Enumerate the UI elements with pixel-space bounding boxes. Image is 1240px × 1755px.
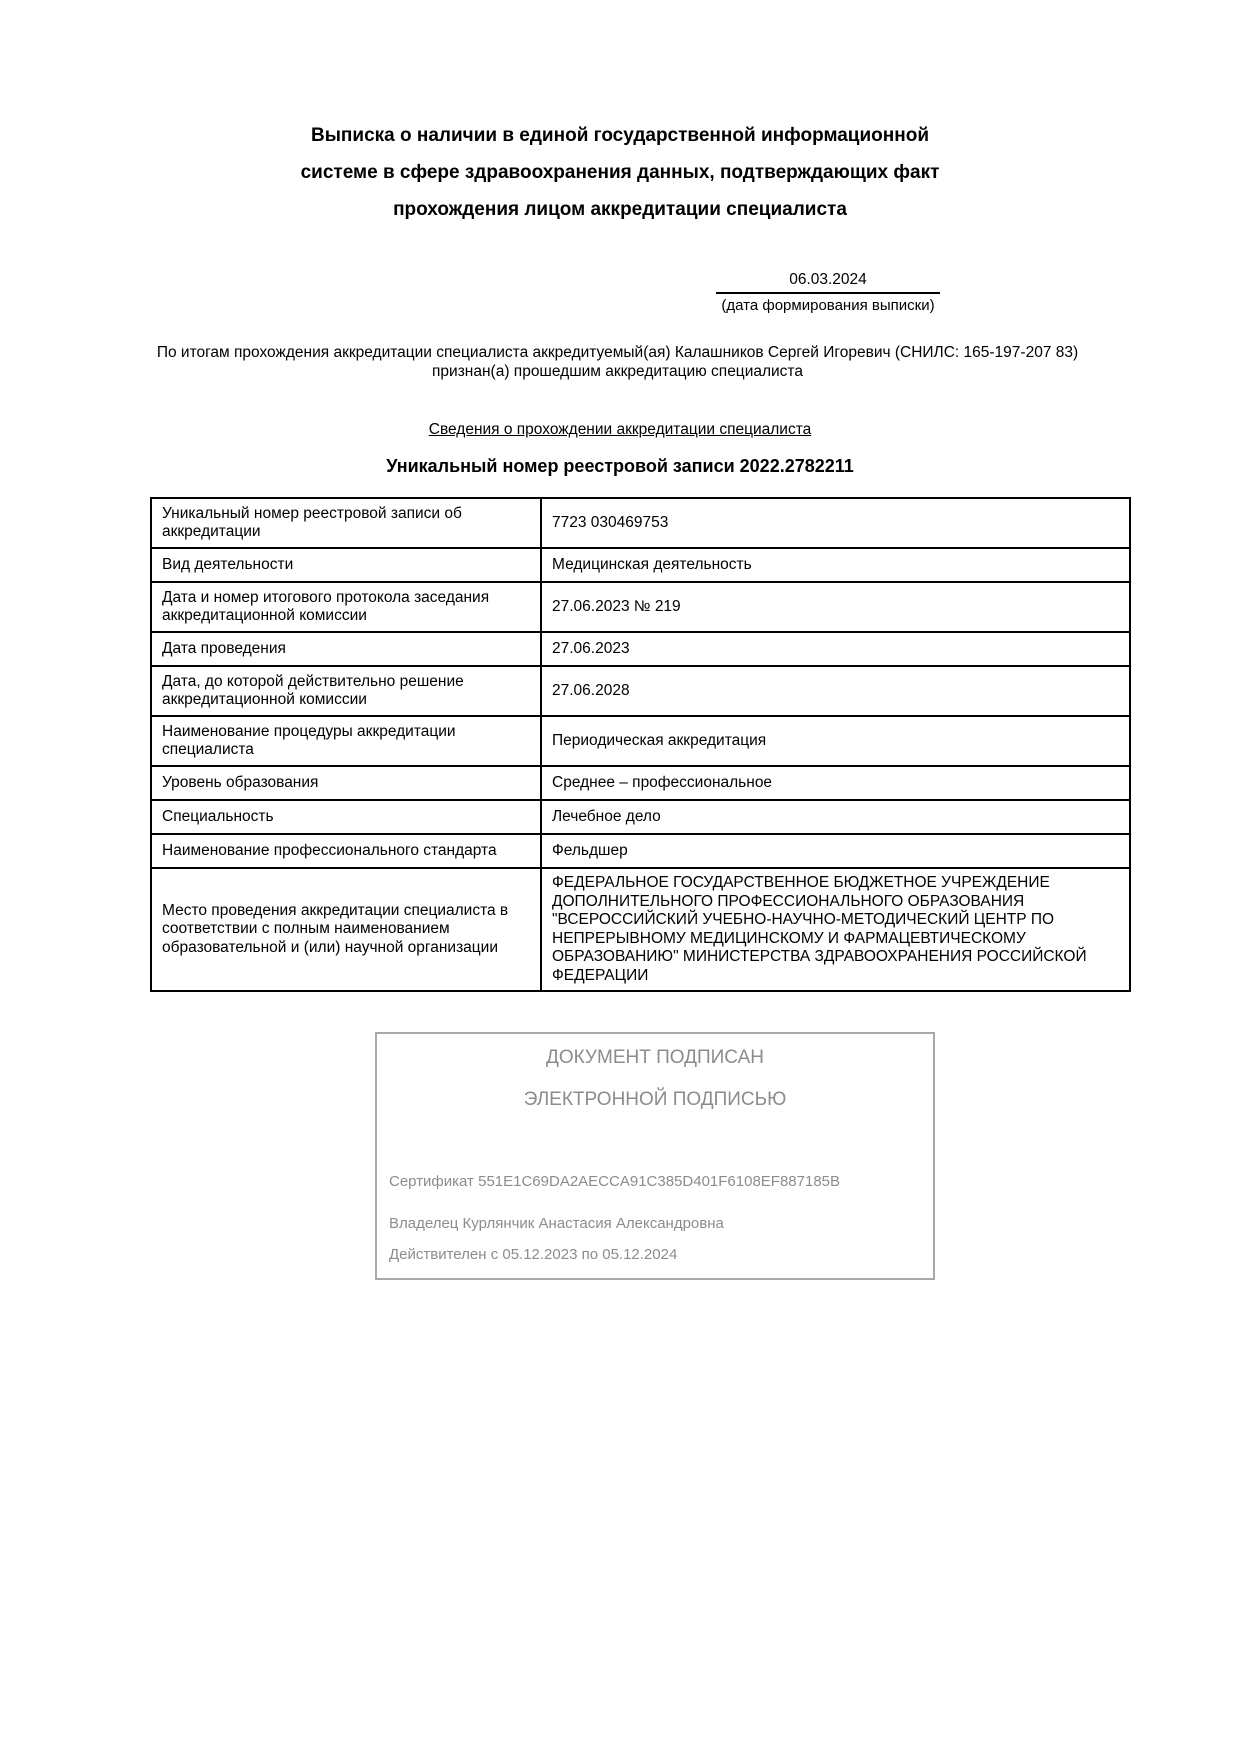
signature-certificate: Сертификат 551E1C69DA2AECCA91C385D401F6108EF887185B: [389, 1173, 841, 1190]
table-row: [151, 582, 1130, 632]
issue-date: 06.03.2024: [716, 271, 940, 294]
row-value: 27.06.2023: [541, 632, 1130, 666]
row-value: 27.06.2023 № 219: [541, 582, 1130, 632]
row-value: Лечебное дело: [541, 800, 1130, 834]
table-row: [151, 834, 1130, 868]
intro-paragraph: [150, 343, 1085, 381]
row-label: Дата проведения: [151, 632, 541, 666]
signature-validity: Действителен с 05.12.2023 по 05.12.2024: [389, 1246, 678, 1263]
table-row: [151, 868, 1130, 991]
issue-date-block: [716, 271, 940, 314]
section-heading: Сведения о прохождении аккредитации специалиста: [428, 421, 812, 438]
row-value: 7723 030469753: [541, 498, 1130, 548]
electronic-signature-stamp: [375, 1032, 935, 1280]
registry-number-heading: Уникальный номер реестровой записи 2022.2782211: [386, 456, 854, 476]
issue-date-caption: (дата формирования выписки): [721, 297, 935, 314]
row-value: Медицинская деятельность: [541, 548, 1130, 582]
table-row: [151, 666, 1130, 716]
signature-head-line-1: ДОКУМЕНТ ПОДПИСАН: [546, 1047, 764, 1068]
document-title-line-3: прохождения лицом аккредитации специалиста: [393, 199, 847, 220]
document-title-line-2: системе в сфере здравоохранения данных, подтверждающих факт: [300, 162, 940, 183]
table-row: [151, 716, 1130, 766]
signature-head-line-2: ЭЛЕКТРОННОЙ ПОДПИСЬЮ: [523, 1089, 787, 1110]
table-row: [151, 800, 1130, 834]
row-value: 27.06.2028: [541, 666, 1130, 716]
accreditation-table: [150, 497, 1131, 992]
row-label: Дата, до которой действительно решение аккредитационной комиссии: [151, 666, 541, 716]
document-title-line-1: Выписка о наличии в единой государственной информационной: [310, 125, 930, 146]
row-label: Вид деятельности: [151, 548, 541, 582]
row-label: Специальность: [151, 800, 541, 834]
row-value: Среднее – профессиональное: [541, 766, 1130, 800]
table-row: [151, 548, 1130, 582]
intro-line-2: признан(а) прошедшим аккредитацию специалиста: [432, 363, 803, 380]
row-label: Уровень образования: [151, 766, 541, 800]
row-value: Фельдшер: [541, 834, 1130, 868]
row-label: Наименование профессионального стандарта: [151, 834, 541, 868]
table-row: [151, 766, 1130, 800]
document-title: [0, 117, 1240, 228]
row-label: Уникальный номер реестровой записи об аккредитации: [151, 498, 541, 548]
intro-line-1: По итогам прохождения аккредитации специалиста аккредитуемый(ая) Калашников Сергей Игоревич (СНИЛС: 165-197-207 83): [156, 344, 1079, 361]
row-label: Место проведения аккредитации специалиста в соответствии с полным наименованием образовательной и (или) научной организации: [151, 868, 541, 991]
row-label: Дата и номер итогового протокола заседания аккредитационной комиссии: [151, 582, 541, 632]
table-row: [151, 498, 1130, 548]
signature-owner: Владелец Курлянчик Анастасия Александровна: [389, 1215, 724, 1232]
table-row: [151, 632, 1130, 666]
row-value: ФЕДЕРАЛЬНОЕ ГОСУДАРСТВЕННОЕ БЮДЖЕТНОЕ УЧРЕЖДЕНИЕ ДОПОЛНИТЕЛЬНОГО ПРОФЕССИОНАЛЬНОГО ОБРАЗОВАНИЯ "ВСЕРОССИЙСКИЙ УЧЕБНО-НАУЧНО-МЕТОДИЧЕСКИЙ ЦЕНТР ПО НЕПРЕРЫВНОМУ МЕДИЦИНСКОМУ И ФАРМАЦЕВТИЧЕСКОМУ ОБРАЗОВАНИЮ" МИНИСТЕРСТВА ЗДРАВООХРАНЕНИЯ РОССИЙСКОЙ ФЕДЕРАЦИИ: [541, 868, 1130, 991]
row-label: Наименование процедуры аккредитации специалиста: [151, 716, 541, 766]
row-value: Периодическая аккредитация: [541, 716, 1130, 766]
